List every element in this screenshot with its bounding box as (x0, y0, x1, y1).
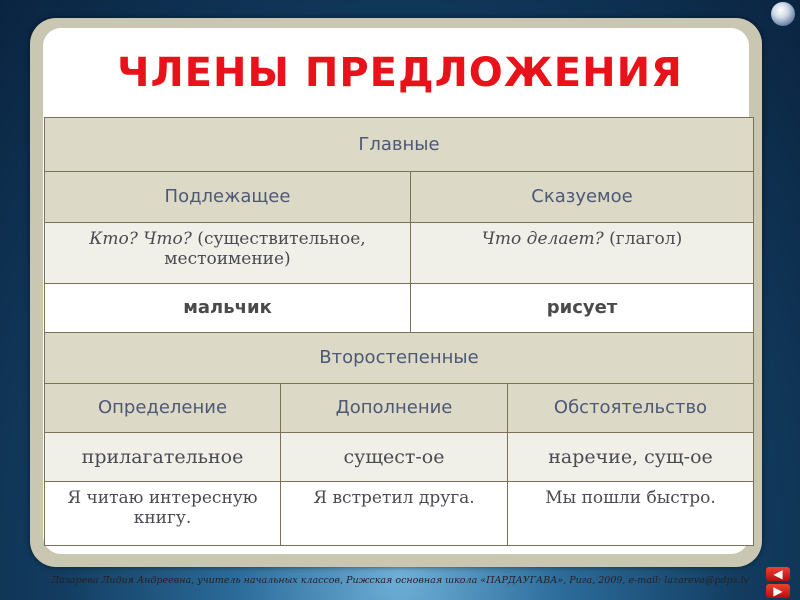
table-row (45, 172, 754, 223)
subject-header: Подлежащее (45, 172, 411, 223)
adverbial-example: Мы пошли быстро. (508, 482, 754, 546)
object-example: Я встретил друга. (281, 482, 508, 546)
attribute-header: Определение (45, 384, 281, 433)
attribute-example: Я читаю интересную книгу. (45, 482, 281, 546)
slide-title: ЧЛЕНЫ ПРЕДЛОЖЕНИЯ (117, 50, 683, 96)
table-row (45, 433, 754, 482)
subject-example: мальчик (45, 284, 411, 333)
object-header: Дополнение (281, 384, 508, 433)
prev-slide-button[interactable] (766, 567, 790, 581)
object-part: сущест-ое (281, 433, 508, 482)
secondary-members-header: Второстепенные (45, 333, 754, 384)
adverbial-part: наречие, сущ-ое (508, 433, 754, 482)
predicate-example: рисует (411, 284, 754, 333)
table-row (45, 384, 754, 433)
table-row (45, 223, 754, 284)
adverbial-header: Обстоятельство (508, 384, 754, 433)
table-row (45, 118, 754, 172)
arrow-right-icon: ▶ (773, 584, 783, 598)
parts-of-sentence-table (44, 117, 754, 546)
predicate-header: Сказуемое (411, 172, 754, 223)
globe-logo-icon (771, 2, 795, 26)
table-row (45, 284, 754, 333)
main-members-header: Главные (45, 118, 754, 172)
arrow-left-icon: ◀ (773, 567, 783, 581)
attribute-part: прилагательное (45, 433, 281, 482)
table-row (45, 482, 754, 546)
subject-question: Кто? Что? (существительное, местоимение) (45, 223, 411, 284)
author-footer: Лазарева Лидия Андреевна, учитель начальных классов, Рижская основная школа «ПАРДАУГАВА», Рига, 2009, e-mail: lazareva@pdps.lv (51, 575, 749, 586)
next-slide-button[interactable] (766, 584, 790, 598)
table-row (45, 333, 754, 384)
predicate-question: Что делает? (глагол) (411, 223, 754, 284)
